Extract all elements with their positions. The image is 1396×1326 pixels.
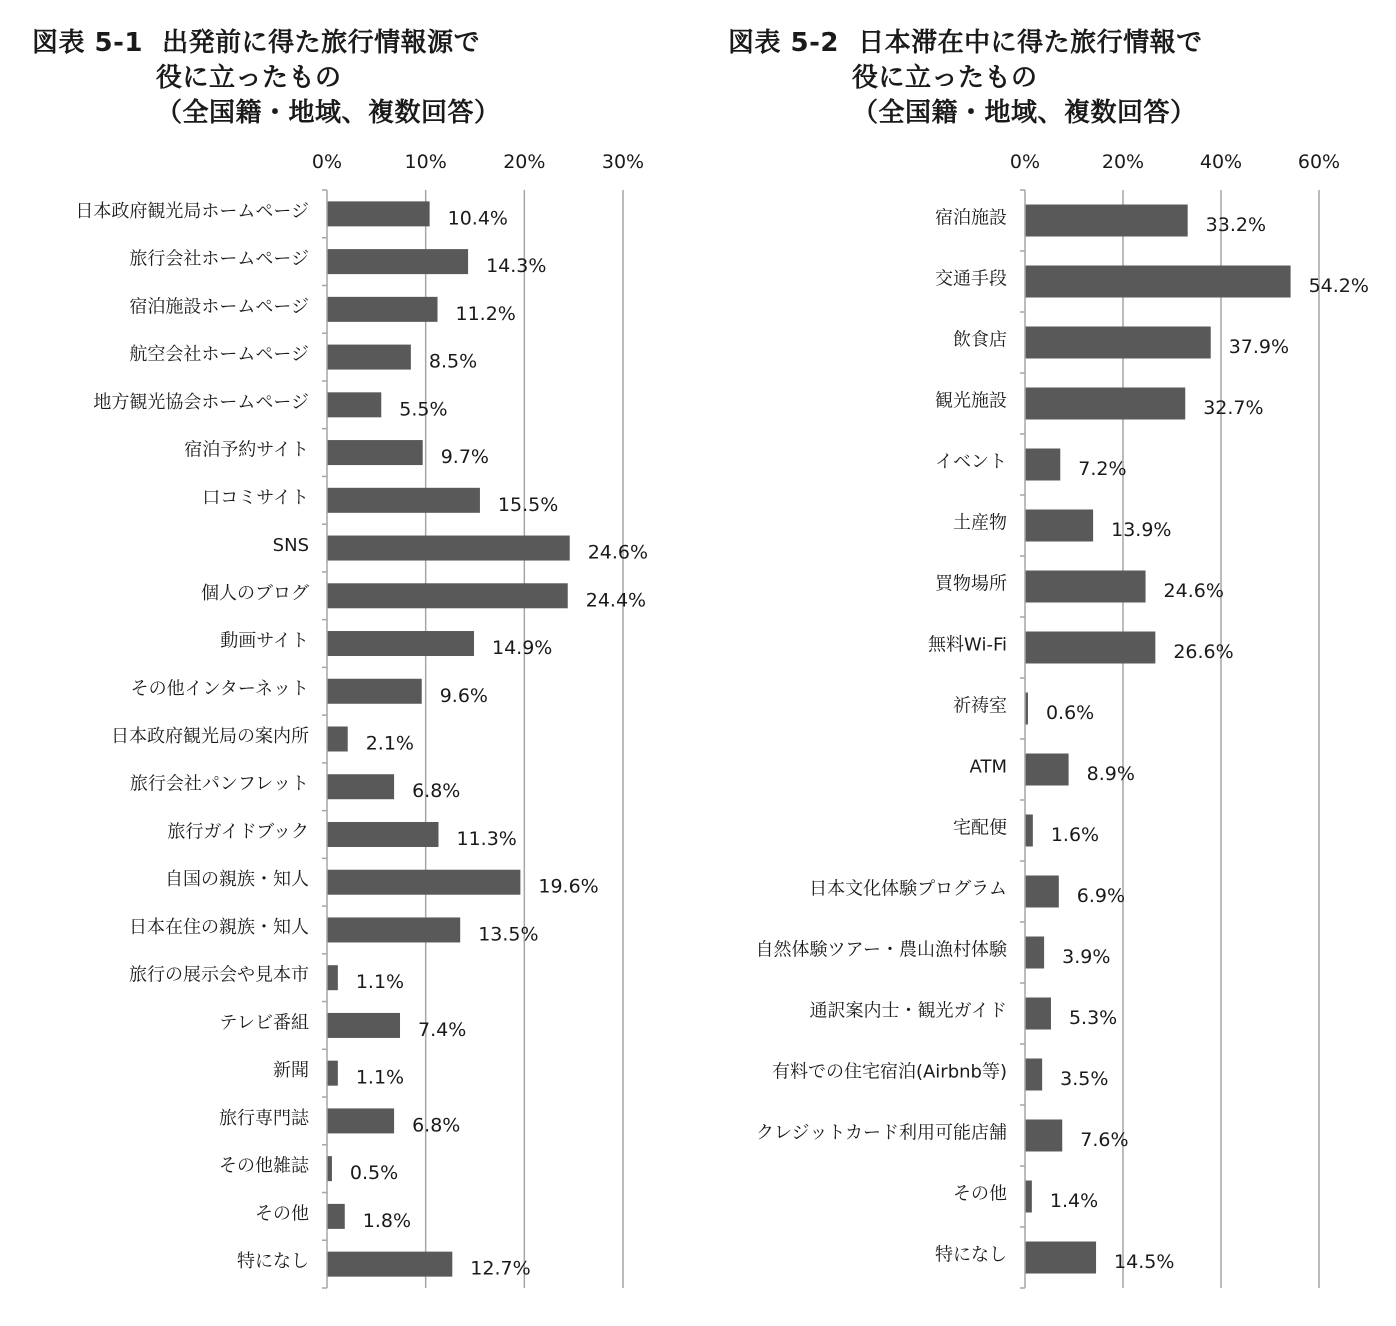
- data-label: 2.1%: [365, 732, 415, 755]
- chart-2-title-number: 図表 5-2: [728, 28, 840, 58]
- category-label: 航空会社ホームページ: [129, 344, 309, 366]
- bar: [1025, 754, 1069, 786]
- data-label: 14.9%: [492, 637, 553, 660]
- category-label: 地方観光協会ホームページ: [93, 391, 309, 413]
- bar: [1025, 1242, 1096, 1274]
- chart-1-title-line-1: 出発前に得た旅行情報源で: [162, 28, 481, 58]
- category-label: その他: [953, 1183, 1007, 1205]
- category-label: その他雑誌: [219, 1155, 309, 1177]
- chart-2-title-line-1: 日本滞在中に得た旅行情報で: [858, 28, 1203, 58]
- category-label: 宿泊施設ホームページ: [129, 296, 309, 318]
- bar: [1025, 1181, 1032, 1213]
- category-label: その他: [255, 1203, 309, 1225]
- data-label: 24.4%: [585, 589, 647, 612]
- category-label: 旅行ガイドブック: [167, 821, 309, 843]
- category-label: 旅行の展示会や見本市: [129, 964, 309, 986]
- category-label: 旅行専門誌: [219, 1107, 309, 1129]
- data-label: 3.9%: [1062, 946, 1111, 968]
- data-label: 6.8%: [412, 780, 461, 803]
- bar: [1025, 1120, 1062, 1152]
- x-tick-label: 0%: [311, 151, 343, 173]
- data-label: 0.6%: [1045, 702, 1095, 724]
- category-label: 宿泊予約サイト: [184, 439, 309, 461]
- x-tick-label: 60%: [1297, 151, 1341, 173]
- bar: [1025, 937, 1044, 969]
- data-label: 1.6%: [1050, 824, 1100, 846]
- data-label: 1.4%: [1049, 1190, 1099, 1212]
- x-tick-label: 40%: [1199, 151, 1243, 173]
- data-label: 12.7%: [470, 1257, 531, 1280]
- category-label: 旅行会社パンフレット: [129, 773, 309, 795]
- category-label: 祈祷室: [953, 695, 1007, 717]
- category-label: 特になし: [935, 1244, 1007, 1266]
- category-label: 土産物: [953, 512, 1007, 534]
- data-label: 1.1%: [355, 1066, 405, 1089]
- bar: [1025, 571, 1146, 603]
- chart-2-title-line-3: （全国籍・地域、複数回答）: [852, 98, 1197, 128]
- bar: [1025, 998, 1051, 1030]
- category-label: 宅配便: [953, 817, 1007, 839]
- data-label: 26.6%: [1173, 641, 1234, 663]
- category-label: 買物場所: [935, 573, 1007, 595]
- data-label: 10.4%: [447, 207, 508, 230]
- data-label: 13.5%: [478, 923, 539, 946]
- data-label: 54.2%: [1308, 275, 1369, 297]
- x-tick-label: 20%: [503, 151, 546, 173]
- category-label: SNS: [272, 535, 309, 557]
- category-label: 日本在住の親族・知人: [129, 916, 309, 938]
- data-label: 7.2%: [1078, 458, 1127, 480]
- x-tick-label: 30%: [601, 151, 645, 173]
- chart-1-title-line-2: 役に立ったもの: [156, 63, 342, 93]
- data-label: 8.5%: [428, 350, 478, 373]
- x-tick-label: 20%: [1101, 151, 1145, 173]
- data-label: 14.5%: [1114, 1251, 1175, 1273]
- category-label: 自国の親族・知人: [165, 869, 309, 891]
- data-label: 1.8%: [362, 1209, 412, 1232]
- data-label: 37.9%: [1228, 336, 1290, 358]
- category-label: 新聞: [273, 1060, 309, 1082]
- chart-2-title-line-2: 役に立ったもの: [852, 63, 1038, 93]
- category-label: 宿泊施設: [935, 207, 1007, 229]
- bar: [1025, 266, 1291, 298]
- category-label: テレビ番組: [219, 1012, 309, 1034]
- bar: [1025, 449, 1060, 481]
- category-label: クレジットカード利用可能店舗: [755, 1122, 1007, 1144]
- category-label: 無料Wi-Fi: [928, 634, 1007, 656]
- data-label: 0.5%: [349, 1162, 399, 1185]
- category-label: 通訳案内士・観光ガイド: [809, 1000, 1007, 1022]
- data-label: 5.3%: [1068, 1007, 1118, 1029]
- bar: [1025, 205, 1188, 237]
- data-label: 11.2%: [455, 302, 516, 325]
- category-label: 日本文化体験プログラム: [809, 878, 1007, 900]
- data-label: 33.2%: [1205, 214, 1267, 236]
- data-label: 9.6%: [439, 684, 489, 707]
- category-label: 口コミサイト: [202, 487, 309, 509]
- category-label: 動画サイト: [220, 630, 309, 652]
- category-label: 日本政府観光局の案内所: [111, 726, 309, 747]
- category-label: 特になし: [237, 1251, 309, 1273]
- category-label: 有料での住宅宿泊(Airbnb等): [771, 1061, 1007, 1083]
- bar: [1025, 632, 1155, 664]
- category-label: 個人のブログ: [201, 582, 309, 604]
- bar: [1025, 327, 1211, 359]
- bar: [1025, 876, 1059, 908]
- bar: [1025, 388, 1185, 420]
- data-label: 5.5%: [399, 398, 448, 421]
- data-label: 11.3%: [456, 827, 517, 850]
- category-label: その他インターネット: [130, 678, 309, 700]
- category-label: 旅行会社ホームページ: [129, 248, 309, 270]
- data-label: 6.9%: [1076, 885, 1126, 907]
- data-label: 9.7%: [440, 446, 489, 469]
- category-label: 観光施設: [935, 390, 1007, 412]
- data-label: 7.6%: [1080, 1129, 1129, 1151]
- data-label: 24.6%: [1163, 580, 1224, 602]
- data-label: 7.4%: [418, 1018, 467, 1041]
- data-label: 8.9%: [1086, 763, 1135, 785]
- x-tick-label: 0%: [1009, 151, 1041, 173]
- chart-1-title-line-3: （全国籍・地域、複数回答）: [156, 98, 501, 128]
- bar: [1025, 1059, 1042, 1091]
- category-label: 交通手段: [935, 268, 1007, 290]
- data-label: 1.1%: [355, 971, 405, 994]
- bar: [1025, 815, 1033, 847]
- data-label: 14.3%: [486, 255, 547, 278]
- data-label: 13.9%: [1111, 519, 1172, 541]
- data-label: 24.6%: [587, 541, 649, 564]
- category-label: 飲食店: [953, 329, 1007, 351]
- data-label: 32.7%: [1203, 397, 1264, 419]
- x-tick-label: 10%: [404, 151, 447, 173]
- data-label: 15.5%: [497, 493, 559, 516]
- data-label: 6.8%: [412, 1114, 461, 1137]
- category-label: 自然体験ツアー・農山漁村体験: [755, 939, 1007, 961]
- category-label: イベント: [935, 451, 1007, 473]
- chart-1-title-number: 図表 5-1: [32, 28, 144, 58]
- data-label: 19.6%: [538, 875, 599, 898]
- bar: [1025, 510, 1093, 542]
- category-label: ATM: [969, 756, 1007, 778]
- category-label: 日本政府観光局ホームページ: [75, 200, 309, 222]
- data-label: 3.5%: [1060, 1068, 1109, 1090]
